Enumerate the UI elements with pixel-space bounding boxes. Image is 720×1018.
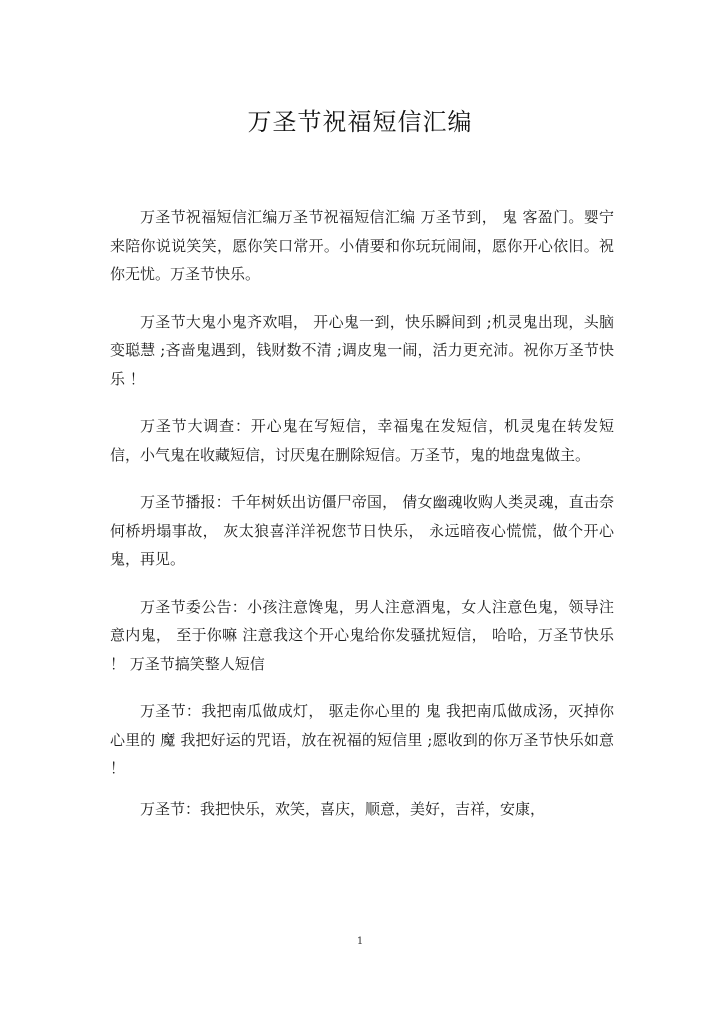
paragraph: 万圣节祝福短信汇编万圣节祝福短信汇编 万圣节到， 鬼 客盈门。婴宁来陪你说说笑笑，愿你笑口常开。小倩要和你玩玩闹闹，愿你开心依旧。祝你无忧。万圣节快乐。 [110, 208, 614, 283]
page-number: 1 [356, 936, 364, 947]
paragraph: 万圣节大鬼小鬼齐欢唱， 开心鬼一到，快乐瞬间到 ;机灵鬼出现，头脑变聪慧 ;吝啬鬼遇到，钱财数不清 ;调皮鬼一闹，活力更充沛。祝你万圣节快乐 ！ [110, 312, 614, 388]
document-title: 万圣节祝福短信汇编 [247, 108, 473, 136]
document-body [110, 203, 614, 842]
paragraph: 万圣节：我把南瓜做成灯， 驱走你心里的 鬼 我把南瓜做成汤，灭掉你心里的 魔 我把好运的咒语，放在祝福的短信里 ;愿收到的你万圣节快乐如意 ！ [110, 702, 614, 777]
paragraph: 万圣节大调查：开心鬼在写短信，幸福鬼在发短信，机灵鬼在转发短信，小气鬼在收藏短信，讨厌鬼在删除短信。万圣节，鬼的地盘鬼做主。 [110, 417, 614, 464]
paragraph: 万圣节：我把快乐，欢笑，喜庆，顺意，美好，吉祥，安康， [140, 799, 546, 818]
paragraph: 万圣节播报：千年树妖出访僵尸帝国， 倩女幽魂收购人类灵魂，直击奈何桥坍塌事故， 灰太狼喜洋洋祝您节日快乐， 永远暗夜心慌慌，做个开心鬼，再见。 [110, 493, 614, 568]
paragraph: 万圣节委公告：小孩注意馋鬼，男人注意酒鬼，女人注意色鬼，领导注意内鬼， 至于你嘛 注意我这个开心鬼给你发骚扰短信， 哈哈，万圣节快乐 ！ 万圣节搞笑整人短信 [110, 597, 614, 673]
